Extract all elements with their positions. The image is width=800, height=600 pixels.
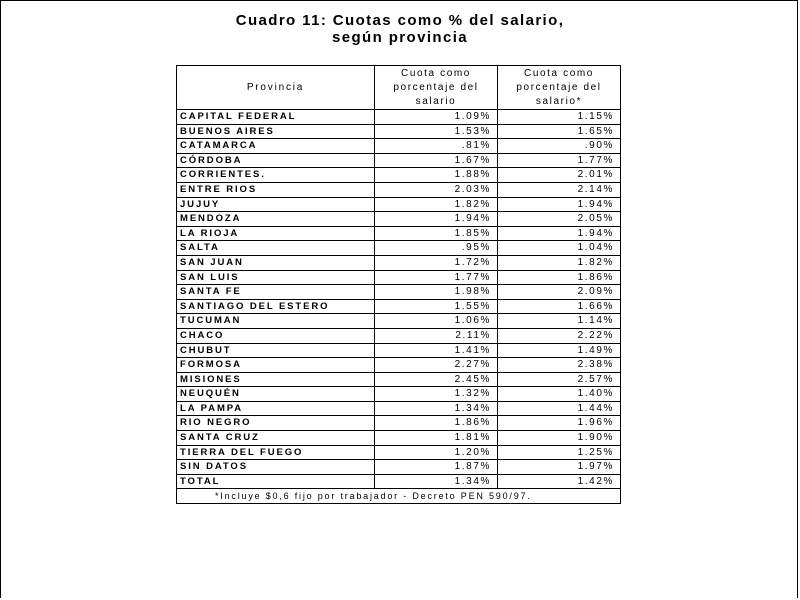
table-row bbox=[177, 474, 621, 489]
quota-percent-fixed-cell: 1.40% bbox=[498, 387, 621, 402]
table-row bbox=[177, 270, 621, 285]
table-row bbox=[177, 241, 621, 256]
quota-percent-fixed-cell: 1.94% bbox=[498, 226, 621, 241]
province-name-cell: SANTA CRUZ bbox=[177, 431, 375, 446]
table-row bbox=[177, 197, 621, 212]
province-name-cell: SANTA FE bbox=[177, 285, 375, 300]
quota-percent-fixed-cell: 2.05% bbox=[498, 212, 621, 227]
table-row bbox=[177, 226, 621, 241]
table-row bbox=[177, 153, 621, 168]
table-row bbox=[177, 387, 621, 402]
province-name-cell: CORRIENTES. bbox=[177, 168, 375, 183]
province-name-cell: CHACO bbox=[177, 328, 375, 343]
quota-percent-fixed-cell: 1.94% bbox=[498, 197, 621, 212]
table-row bbox=[177, 314, 621, 329]
province-name-cell: TIERRA DEL FUEGO bbox=[177, 445, 375, 460]
quota-percent-fixed-cell: 1.77% bbox=[498, 153, 621, 168]
quota-percent-cell: 2.27% bbox=[375, 358, 498, 373]
quota-percent-cell: 1.53% bbox=[375, 124, 498, 139]
table-row bbox=[177, 255, 621, 270]
table-row bbox=[177, 416, 621, 431]
quota-percent-fixed-cell: 1.42% bbox=[498, 474, 621, 489]
quota-percent-fixed-cell: 1.96% bbox=[498, 416, 621, 431]
title-line-1: Cuadro 11: Cuotas como % del salario, bbox=[235, 12, 565, 29]
quota-percent-cell: 2.11% bbox=[375, 328, 498, 343]
quota-percent-fixed-cell: 1.65% bbox=[498, 124, 621, 139]
quota-percent-fixed-cell: 1.04% bbox=[498, 241, 621, 256]
quota-percent-cell: 1.67% bbox=[375, 153, 498, 168]
quota-percent-fixed-cell: .90% bbox=[498, 139, 621, 154]
table-row bbox=[177, 182, 621, 197]
province-name-cell: NEUQUÉN bbox=[177, 387, 375, 402]
province-name-cell: SAN LUIS bbox=[177, 270, 375, 285]
province-name-cell: MISIONES bbox=[177, 372, 375, 387]
quota-percent-fixed-cell: 2.57% bbox=[498, 372, 621, 387]
quota-percent-cell: 1.34% bbox=[375, 401, 498, 416]
province-name-cell: TUCUMAN bbox=[177, 314, 375, 329]
table-row bbox=[177, 401, 621, 416]
quota-percent-cell: 1.55% bbox=[375, 299, 498, 314]
quota-percent-fixed-cell: 1.97% bbox=[498, 460, 621, 475]
table-row bbox=[177, 343, 621, 358]
quota-percent-cell: 1.32% bbox=[375, 387, 498, 402]
table-row bbox=[177, 124, 621, 139]
quota-percent-cell: 1.86% bbox=[375, 416, 498, 431]
quota-percent-fixed-cell: 2.01% bbox=[498, 168, 621, 183]
province-name-cell: LA PAMPA bbox=[177, 401, 375, 416]
footnote-row bbox=[177, 489, 621, 504]
quota-percent-fixed-cell: 1.15% bbox=[498, 110, 621, 125]
quota-percent-cell: 2.45% bbox=[375, 372, 498, 387]
footnote: *Incluye $0,6 fijo por trabajador - Decreto PEN 590/97. bbox=[177, 489, 621, 504]
province-name-cell: FORMOSA bbox=[177, 358, 375, 373]
header-cuota-salario-line: porcentaje del bbox=[393, 81, 479, 93]
table-row bbox=[177, 110, 621, 125]
quota-percent-cell: 1.94% bbox=[375, 212, 498, 227]
table-header-row bbox=[177, 66, 621, 110]
quota-percent-cell: 1.72% bbox=[375, 255, 498, 270]
title-line-2: según provincia bbox=[331, 29, 469, 46]
header-cuota-salario bbox=[375, 66, 498, 110]
province-name-cell: SAN JUAN bbox=[177, 255, 375, 270]
province-name-cell: RIO NEGRO bbox=[177, 416, 375, 431]
quota-percent-cell: 1.81% bbox=[375, 431, 498, 446]
quota-percent-cell: 1.77% bbox=[375, 270, 498, 285]
quota-percent-cell: 1.82% bbox=[375, 197, 498, 212]
province-name-cell: CÓRDOBA bbox=[177, 153, 375, 168]
table-row bbox=[177, 168, 621, 183]
quota-table bbox=[176, 65, 621, 504]
quota-percent-cell: 1.85% bbox=[375, 226, 498, 241]
quota-percent-fixed-cell: 2.22% bbox=[498, 328, 621, 343]
header-cuota-salario-line: Cuota como bbox=[401, 67, 471, 79]
province-name-cell: CATAMARCA bbox=[177, 139, 375, 154]
table-row bbox=[177, 431, 621, 446]
header-cuota-salario-line: salario bbox=[415, 95, 457, 107]
quota-percent-cell: .81% bbox=[375, 139, 498, 154]
quota-percent-cell: .95% bbox=[375, 241, 498, 256]
header-provincia: Provincia bbox=[177, 66, 375, 110]
page-title bbox=[0, 12, 800, 46]
table-row bbox=[177, 358, 621, 373]
province-name-cell: CAPITAL FEDERAL bbox=[177, 110, 375, 125]
quota-percent-fixed-cell: 2.14% bbox=[498, 182, 621, 197]
province-name-cell: SANTIAGO DEL ESTERO bbox=[177, 299, 375, 314]
quota-percent-fixed-cell: 1.90% bbox=[498, 431, 621, 446]
table-row bbox=[177, 328, 621, 343]
province-name-cell: ENTRE RIOS bbox=[177, 182, 375, 197]
table-row bbox=[177, 372, 621, 387]
quota-percent-cell: 1.20% bbox=[375, 445, 498, 460]
header-cuota-salario-fijo-line: salario* bbox=[535, 95, 583, 107]
quota-percent-fixed-cell: 1.86% bbox=[498, 270, 621, 285]
table-row bbox=[177, 139, 621, 154]
quota-percent-cell: 1.34% bbox=[375, 474, 498, 489]
quota-percent-fixed-cell: 1.49% bbox=[498, 343, 621, 358]
table-row bbox=[177, 445, 621, 460]
quota-percent-fixed-cell: 1.82% bbox=[498, 255, 621, 270]
quota-percent-fixed-cell: 1.44% bbox=[498, 401, 621, 416]
province-name-cell: SALTA bbox=[177, 241, 375, 256]
quota-percent-cell: 1.06% bbox=[375, 314, 498, 329]
province-name-cell: CHUBUT bbox=[177, 343, 375, 358]
quota-percent-cell: 1.98% bbox=[375, 285, 498, 300]
quota-percent-cell: 1.87% bbox=[375, 460, 498, 475]
quota-percent-cell: 1.88% bbox=[375, 168, 498, 183]
table-body bbox=[177, 110, 621, 489]
quota-percent-fixed-cell: 1.14% bbox=[498, 314, 621, 329]
province-name-cell: SIN DATOS bbox=[177, 460, 375, 475]
table-row bbox=[177, 212, 621, 227]
quota-percent-cell: 2.03% bbox=[375, 182, 498, 197]
header-cuota-salario-fijo bbox=[498, 66, 621, 110]
province-name-cell: TOTAL bbox=[177, 474, 375, 489]
quota-percent-fixed-cell: 2.09% bbox=[498, 285, 621, 300]
quota-percent-cell: 1.09% bbox=[375, 110, 498, 125]
quota-percent-fixed-cell: 1.66% bbox=[498, 299, 621, 314]
province-name-cell: JUJUY bbox=[177, 197, 375, 212]
header-cuota-salario-fijo-line: porcentaje del bbox=[516, 81, 602, 93]
table-row bbox=[177, 460, 621, 475]
header-cuota-salario-fijo-line: Cuota como bbox=[524, 67, 594, 79]
quota-percent-fixed-cell: 2.38% bbox=[498, 358, 621, 373]
province-name-cell: BUENOS AIRES bbox=[177, 124, 375, 139]
quota-percent-fixed-cell: 1.25% bbox=[498, 445, 621, 460]
province-name-cell: LA RIOJA bbox=[177, 226, 375, 241]
table-row bbox=[177, 299, 621, 314]
table-row bbox=[177, 285, 621, 300]
province-name-cell: MENDOZA bbox=[177, 212, 375, 227]
quota-percent-cell: 1.41% bbox=[375, 343, 498, 358]
